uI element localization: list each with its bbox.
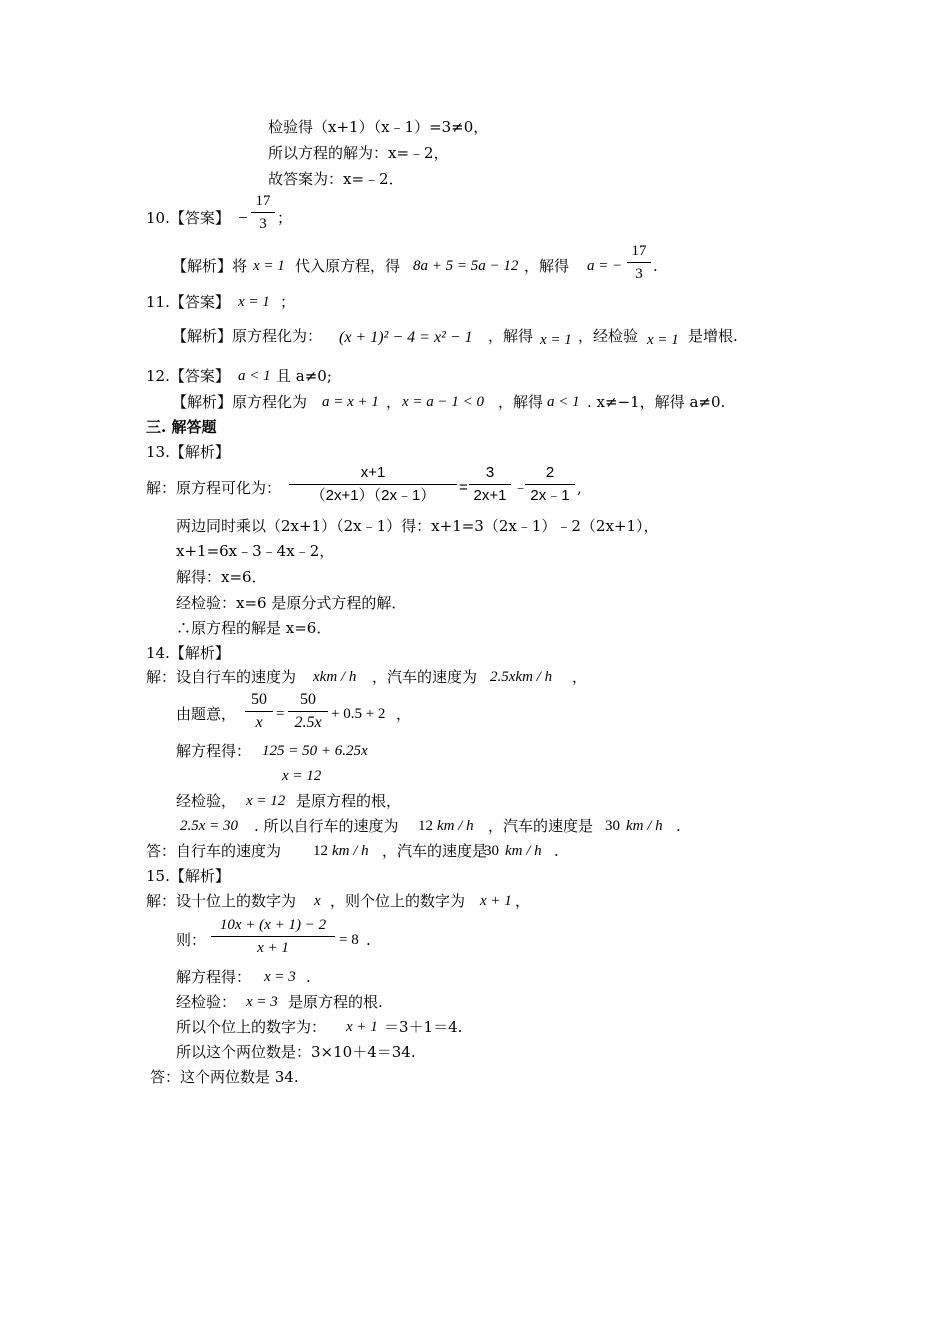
math: 12	[313, 843, 328, 859]
text-line: 两边同时乘以（2x+1）（2x﹣1）得：x+1=3（2x﹣1）﹣2（2x+1），	[176, 517, 659, 535]
math: (x + 1)² − 4 = x² − 1	[339, 329, 473, 346]
math: 30	[484, 843, 499, 859]
fraction-denominator: 2x+1	[473, 487, 507, 504]
text: 代入原方程，得	[295, 257, 401, 275]
q15-label: 15.【解析】	[146, 867, 230, 885]
q15-fraction	[211, 914, 335, 959]
fraction-denominator: 2x﹣1	[530, 487, 570, 504]
math: x + 1	[346, 1019, 378, 1035]
math: 8a + 5 = 5a − 12	[413, 258, 519, 274]
fraction-numerator: 10x + (x + 1) − 2	[219, 917, 327, 933]
q10-answer-sign: −	[238, 208, 248, 227]
math: x = 1	[253, 258, 285, 274]
fraction-numerator: 50	[300, 691, 316, 708]
math: km / h	[505, 843, 542, 859]
text: ，解得	[488, 327, 534, 345]
math: x = 1	[238, 294, 270, 310]
text: =	[276, 706, 285, 722]
text: 所以个位上的数字为：	[176, 1018, 327, 1036]
q13-fraction-2	[469, 462, 511, 507]
text-line: 检验得（x+1）（x﹣1）=3≠0，	[268, 118, 489, 136]
math: x = 3	[264, 969, 296, 985]
text: ，解得	[498, 393, 544, 411]
text: ，汽车的速度是	[382, 842, 488, 860]
text-line: 解得：x=6．	[176, 568, 267, 586]
text: .	[676, 817, 681, 835]
fraction-denominator: x + 1	[257, 940, 289, 956]
text: ﹣	[513, 479, 529, 496]
math: a = −	[587, 258, 623, 274]
text: 经检验：	[176, 993, 237, 1011]
q11-answer-label: 11.【答案】	[146, 293, 230, 311]
math: x = a − 1 < 0	[402, 394, 485, 410]
fraction-denominator: （2x+1）（2x﹣1）	[310, 487, 436, 504]
math: km / h	[332, 843, 369, 859]
text: 且 a≠0;	[276, 367, 332, 385]
math: 30	[605, 818, 620, 834]
q14-label: 14.【解析】	[146, 644, 230, 662]
text: ，经检验	[578, 327, 639, 345]
q14-fraction-1	[245, 689, 273, 734]
text-line: 所以这个两位数是：3×10＋4＝34.	[176, 1043, 416, 1061]
q13-label: 13.【解析】	[146, 443, 230, 461]
text: 是增根.	[688, 327, 738, 345]
text: .	[554, 842, 559, 860]
math: x = 1	[540, 332, 572, 348]
math: 12	[418, 818, 433, 834]
text: . x≠−1，解得 a≠0.	[587, 393, 726, 411]
fraction-numerator: 2	[545, 464, 555, 481]
text-line: 经检验：x=6 是原分式方程的解．	[176, 594, 407, 612]
q12-explanation-label: 【解析】原方程化为	[172, 393, 308, 411]
fraction-numerator: 17	[255, 193, 271, 209]
text: 经检验，	[176, 792, 237, 810]
section-heading: 三. 解答题	[146, 418, 217, 436]
text-line: 答：这个两位数是 34.	[150, 1068, 299, 1086]
math: 2.5xkm / h	[490, 669, 553, 685]
text: ，	[515, 892, 531, 910]
text: 解：设自行车的速度为	[146, 668, 297, 686]
fraction-numerator: 3	[485, 464, 495, 481]
fraction-numerator: 17	[631, 243, 647, 259]
text: =	[459, 479, 468, 496]
text-line: x+1=6x﹣3﹣4x﹣2，	[176, 542, 335, 560]
text: 解方程得：	[176, 742, 252, 760]
text: .	[653, 257, 658, 275]
fraction-denominator: 2.5x	[294, 714, 322, 731]
fraction-denominator: 3	[259, 216, 267, 232]
q10-explanation-fraction	[627, 240, 651, 285]
text: .	[306, 968, 311, 986]
text: ，汽车的速度是	[488, 817, 594, 835]
text: ＝3＋1＝4.	[384, 1018, 463, 1036]
math: 2.5x = 30	[180, 818, 239, 834]
math: + 0.5 + 2	[331, 706, 386, 722]
text: ，汽车的速度为	[372, 668, 478, 686]
fraction-denominator: x	[255, 714, 263, 731]
text-line: 故答案为：x=﹣2．	[268, 170, 404, 188]
text: 是原方程的根.	[288, 993, 383, 1011]
text: 是原方程的根，	[296, 792, 402, 810]
text: ，则个位上的数字为	[330, 892, 466, 910]
q10-answer-label: 10.【答案】	[146, 209, 230, 227]
text: 答：自行车的速度为	[146, 842, 282, 860]
text: ，解得	[524, 257, 570, 275]
text: . 所以自行车的速度为	[254, 817, 399, 835]
fraction-numerator: x+1	[360, 464, 386, 481]
q12-answer-label: 12.【答案】	[146, 367, 230, 385]
q14-fraction-2	[288, 689, 328, 734]
text: ，	[572, 668, 588, 686]
math: a < 1	[238, 368, 271, 384]
text: ；	[277, 209, 293, 227]
q13-fraction-1	[289, 462, 457, 507]
fraction-denominator: 3	[635, 266, 643, 282]
fraction-numerator: 50	[251, 691, 267, 708]
math: a = x + 1	[322, 394, 379, 410]
math: km / h	[626, 818, 663, 834]
text: 由题意，	[176, 705, 237, 723]
math: km / h	[437, 818, 474, 834]
math: x = 12	[246, 793, 286, 809]
math: a < 1	[547, 394, 580, 410]
text: ,	[577, 479, 582, 497]
text: ；	[280, 293, 296, 311]
math: x + 1	[480, 893, 512, 909]
text: .	[366, 931, 371, 949]
math: x = 1	[647, 332, 679, 348]
math: x	[314, 893, 321, 909]
math: = 8	[339, 932, 359, 948]
q13-fraction-3	[525, 462, 575, 507]
math: x = 3	[246, 994, 278, 1010]
text: 则：	[176, 931, 207, 949]
text: 解方程得：	[176, 968, 252, 986]
q10-explanation-label: 【解析】将	[172, 257, 248, 275]
text: 解：原方程可化为：	[146, 479, 282, 497]
text: ，	[386, 393, 402, 411]
text: 解：设十位上的数字为	[146, 892, 297, 910]
math: 125 = 50 + 6.25x	[262, 743, 368, 759]
q11-explanation-label: 【解析】原方程化为：	[172, 327, 323, 345]
text-line: ∴原方程的解是 x=6．	[176, 619, 332, 637]
q10-answer-fraction	[251, 190, 275, 235]
text: ，	[396, 705, 412, 723]
text-line: 所以方程的解为：x=﹣2，	[268, 144, 449, 162]
math: xkm / h	[313, 669, 357, 685]
math: x = 12	[282, 768, 322, 784]
